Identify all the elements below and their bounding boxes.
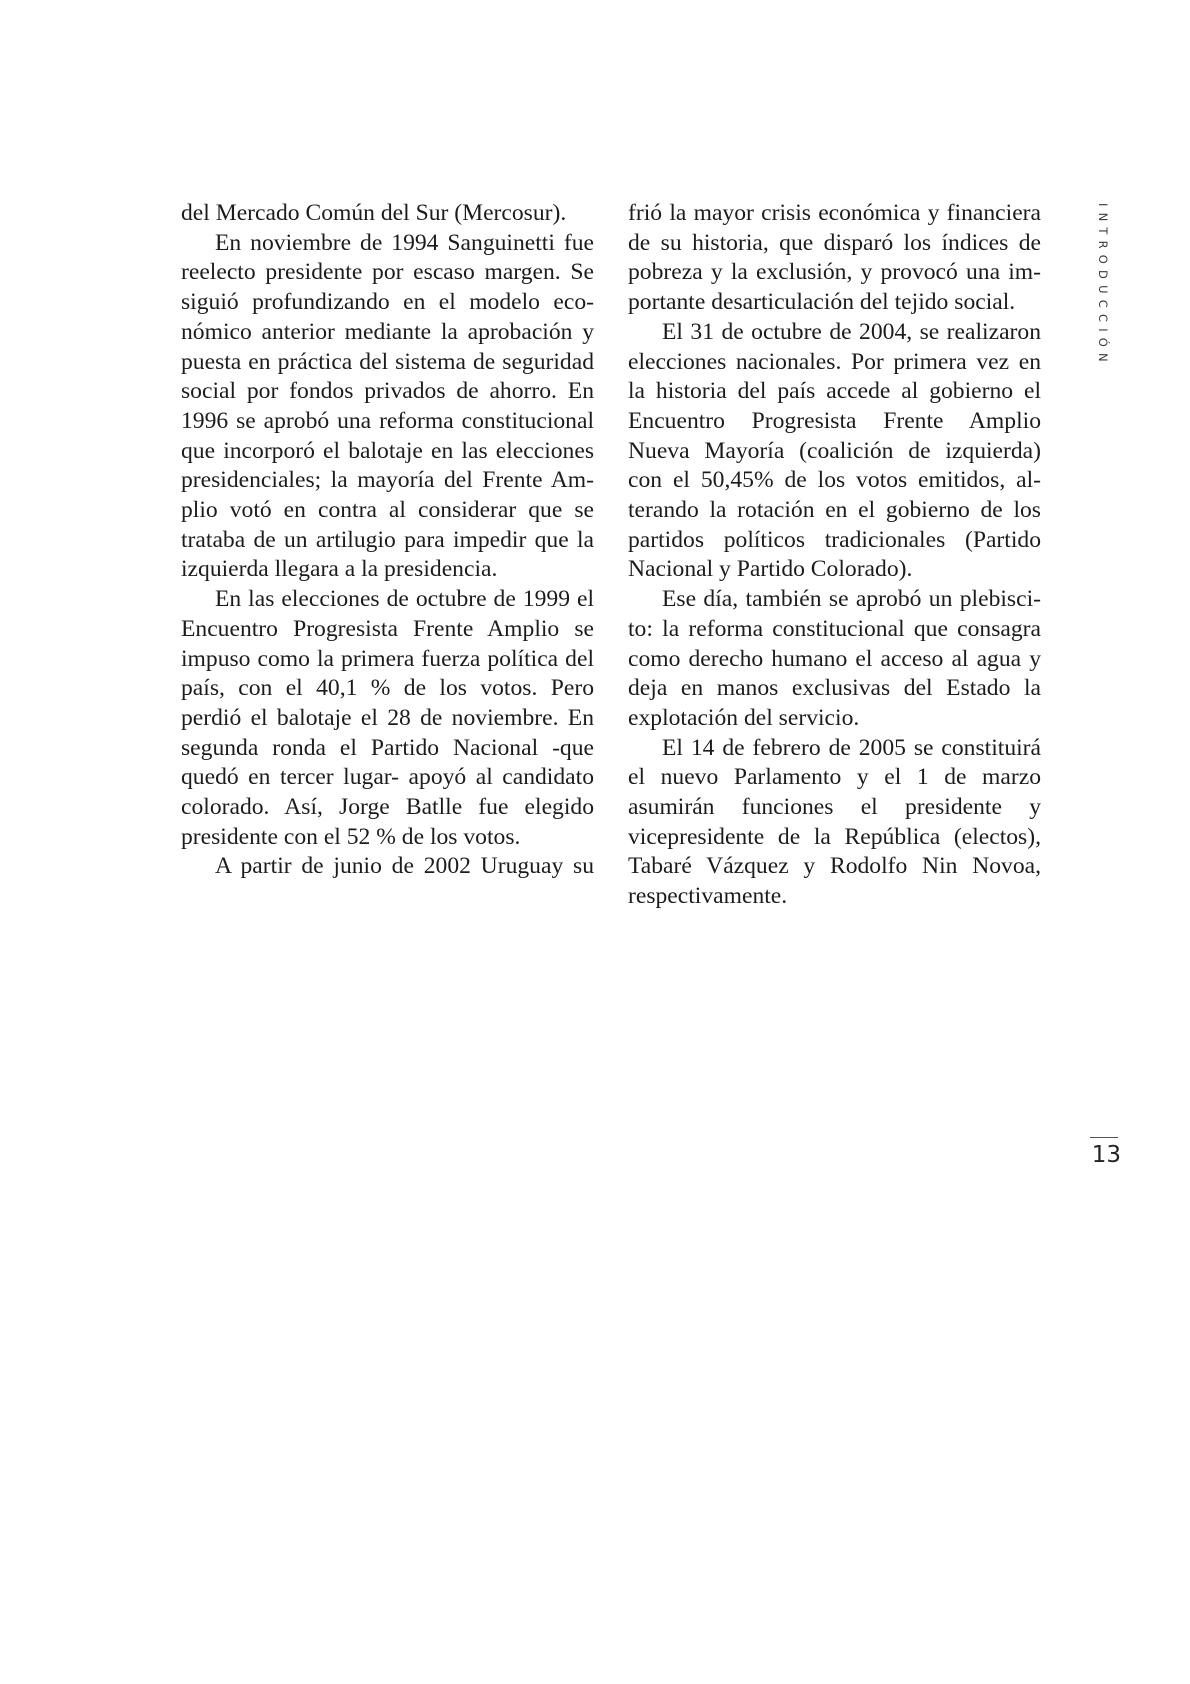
paragraph: El 14 de febrero de 2005 se constituirá el nuevo Parlamento y el 1 de marzo asumirán funciones el presidente y vicepresidente de la República (electos), Tabaré Vázquez y Rodolfo Nin Novoa, respectivamente. xyxy=(628,734,1041,910)
section-label: INTRODUCCIÓN xyxy=(1096,203,1110,368)
page-number: 13 xyxy=(1091,1142,1121,1168)
right-text-column xyxy=(628,199,1041,912)
paragraph: frió la mayor crisis económica y financiera de su historia, que disparó los índices de pobreza y la exclusión, y provocó una importante desarticulación del tejido social. xyxy=(628,200,1041,316)
paragraph: El 31 de octubre de 2004, se realizaron elecciones nacionales. Por primera vez en la historia del país accede al gobierno el Encuentro Progresista Frente Amplio Nueva Mayoría (coalición de izquierda) con el 50,45% de los votos emitidos, alterando la rotación en el gobierno de los partidos políticos tradicionales (Partido Nacional y Partido Colorado). xyxy=(628,318,1041,583)
paragraph: del Mercado Común del Sur (Mercosur). xyxy=(181,200,567,226)
paragraph: En noviembre de 1994 Sanguinetti fue reelecto presidente por escaso margen. Se siguió profundizando en el modelo económico anterior mediante la aprobación y puesta en práctica del sistema de seguridad social por fondos privados de ahorro. En 1996 se aprobó una reforma constitucional que incorporó el balotaje en las elecciones presidenciales; la mayoría del Frente Amplio votó en contra al considerar que se trataba de un artilugio para impedir que la izquierda llegara a la presidencia. xyxy=(181,229,594,583)
page-number-rule xyxy=(1090,1137,1118,1138)
paragraph: Ese día, también se aprobó un plebiscito: la reforma constitucional que consagra como derecho humano el acceso al agua y deja en manos exclusivas del Estado la explotación del servicio. xyxy=(628,586,1041,731)
left-text-column xyxy=(181,199,594,882)
paragraph: En las elecciones de octubre de 1999 el Encuentro Progresista Frente Amplio se impuso como la primera fuerza política del país, con el 40,1 % de los votos. Pero perdió el balotaje el 28 de noviembre. En segunda ronda el Partido Nacional -que quedó en tercer lugar- apoyó al candidato colorado. Así, Jorge Batlle fue elegido presidente con el 52 % de los votos. xyxy=(181,586,594,850)
paragraph: A partir de junio de 2002 Uruguay su xyxy=(215,853,594,880)
